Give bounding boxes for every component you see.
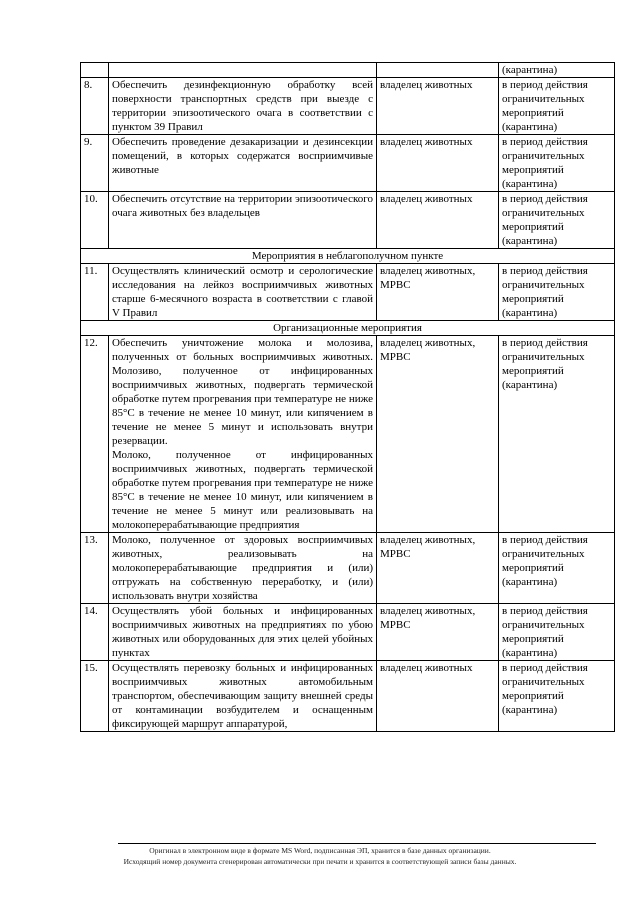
row-responsible (377, 63, 499, 78)
row-action: Молоко, полученное от здоровых восприимчивых животных, реализовывать на молокоперерабатывающие предприятия и (или) отгружать на собственную переработку, и (или) использовать внутри хозяйства (109, 533, 377, 604)
section-heading: Мероприятия в неблагополучном пункте (81, 249, 615, 264)
row-action: Обеспечить проведение дезакаризации и дезинсекции помещений, в которых содержатся восприимчивые животные (109, 135, 377, 192)
row-number: 15. (81, 661, 109, 732)
row-number (81, 63, 109, 78)
row-deadline: в период действия ограничительных мероприятий (карантина) (499, 533, 615, 604)
row-responsible: владелец животных, МРВС (377, 264, 499, 321)
row-action (109, 336, 377, 533)
row-action: Осуществлять клинический осмотр и серологические исследования на лейкоз восприимчивых животных старше 6-месячного возраста в соответствии с главой V Правил (109, 264, 377, 321)
section-row (81, 321, 615, 336)
row-number: 13. (81, 533, 109, 604)
row-number: 12. (81, 336, 109, 533)
row-deadline: в период действия ограничительных мероприятий (карантина) (499, 192, 615, 249)
row-action: Осуществлять перевозку больных и инфицированных восприимчивых животных автомобильным транспортом, обеспечивающим защиту внешней среды от контаминации возбудителем и оснащенным фиксирующей маршрут аппаратурой, (109, 661, 377, 732)
footer-note-line-2: Исходящий номер документа сгенерирован автоматически при печати и хранится в соответствующей записи базы данных. (123, 857, 517, 866)
section-heading: Организационные мероприятия (81, 321, 615, 336)
row-responsible: владелец животных, МРВС (377, 604, 499, 661)
row-number: 10. (81, 192, 109, 249)
table-row (81, 78, 615, 135)
row-number: 8. (81, 78, 109, 135)
footer-note-line-1: Оригинал в электронном виде в формате MS Word, подписанная ЭП, хранится в базе данных организации. (149, 846, 491, 855)
row-responsible: владелец животных (377, 78, 499, 135)
row-deadline: в период действия ограничительных мероприятий (карантина) (499, 336, 615, 533)
row-action-paragraph: Молоко, полученное от инфицированных восприимчивых животных, подвергать термической обработке путем прогревания при температуре не ниже 85°С в течение не менее 10 минут, или кипячением в течение не менее 5 минут или реализовывать на молокоперерабатывающие предприятия (112, 449, 373, 531)
table-row (81, 661, 615, 732)
table-row (81, 63, 615, 78)
row-deadline: в период действия ограничительных мероприятий (карантина) (499, 135, 615, 192)
table-row (81, 336, 615, 533)
row-responsible: владелец животных (377, 192, 499, 249)
row-responsible: владелец животных, МРВС (377, 336, 499, 533)
row-action-paragraph: Обеспечить уничтожение молока и молозива, полученных от больных восприимчивых животных. Молозиво, полученное от инфицированных восприимчивых животных, подвергать термической обработке путем прогревания при температуре не ниже 85°С в течение не менее 10 минут, или кипячением в течение не менее 5 минут и использовать внутри резервации. (112, 337, 373, 447)
row-deadline: в период действия ограничительных мероприятий (карантина) (499, 661, 615, 732)
row-action: Обеспечить дезинфекционную обработку всей поверхности транспортных средств при выезде с территории эпизоотического очага в соответствии с пунктом 39 Правил (109, 78, 377, 135)
row-action: Осуществлять убой больных и инфицированных восприимчивых животных на предприятиях по убою животных или оборудованных для этих целей убойных пунктах (109, 604, 377, 661)
table-row (81, 192, 615, 249)
row-deadline: (карантина) (499, 63, 615, 78)
row-responsible: владелец животных, МРВС (377, 533, 499, 604)
row-action (109, 63, 377, 78)
row-deadline: в период действия ограничительных мероприятий (карантина) (499, 78, 615, 135)
row-responsible: владелец животных (377, 135, 499, 192)
table-row (81, 264, 615, 321)
table-row (81, 533, 615, 604)
footer-divider (118, 843, 596, 844)
row-action: Обеспечить отсутствие на территории эпизоотического очага животных без владельцев (109, 192, 377, 249)
row-number: 14. (81, 604, 109, 661)
table-row (81, 604, 615, 661)
row-deadline: в период действия ограничительных мероприятий (карантина) (499, 604, 615, 661)
row-responsible: владелец животных (377, 661, 499, 732)
row-deadline: в период действия ограничительных мероприятий (карантина) (499, 264, 615, 321)
row-number: 9. (81, 135, 109, 192)
measures-table (80, 62, 615, 732)
section-row (81, 249, 615, 264)
row-number: 11. (81, 264, 109, 321)
table-row (81, 135, 615, 192)
